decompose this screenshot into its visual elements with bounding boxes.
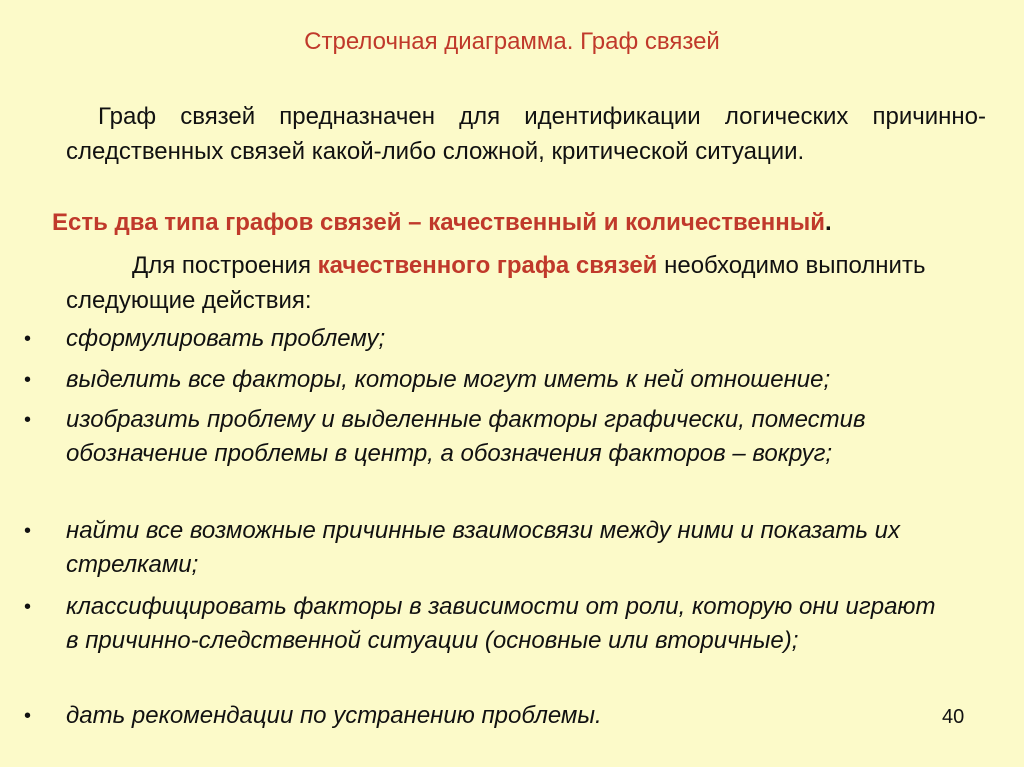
bullet-mark: • <box>24 596 32 618</box>
bullet-mark: • <box>24 409 32 431</box>
graph-types-text: Есть два типа графов связей – качественный и количественный <box>52 209 825 236</box>
list-item-text: дать рекомендации по устранению проблемы. <box>66 702 602 729</box>
slide-title: Стрелочная диаграмма. Граф связей <box>304 28 720 55</box>
list-item <box>24 403 896 471</box>
list-item-text: найти все возможные причинные взаимосвязи между ними и показать их стрелками; <box>66 517 901 578</box>
list-item-text: сформулировать проблему; <box>66 325 386 352</box>
list-item <box>24 699 966 733</box>
graph-types-statement <box>52 207 1012 239</box>
list-item <box>24 363 966 397</box>
intro-text: Граф связей предназначен для идентификации логических причинно-следственных связей какой-либо сложной, критической ситуации. <box>66 103 986 165</box>
build-paragraph <box>66 248 986 318</box>
build-highlight: качественного графа связей <box>317 252 658 279</box>
list-item-text: изобразить проблему и выделенные факторы графически, поместив обозначение проблемы в центр, а обозначения факторов – вокруг; <box>66 406 866 467</box>
intro-paragraph <box>66 99 986 169</box>
build-text-before: Для построения <box>132 252 318 279</box>
bullet-mark: • <box>24 705 32 727</box>
list-item <box>24 514 916 582</box>
graph-types-period: . <box>825 209 832 236</box>
bullet-mark: • <box>24 369 32 391</box>
bullet-mark: • <box>24 520 32 542</box>
page-number: 40 <box>942 706 965 728</box>
list-item <box>24 322 966 356</box>
build-text-after: необходимо выполнить следующие действия: <box>66 252 926 314</box>
list-item-text: выделить все факторы, которые могут иметь к ней отношение; <box>66 366 831 393</box>
list-item <box>24 590 946 658</box>
bullet-mark: • <box>24 328 32 350</box>
list-item-text: классифицировать факторы в зависимости от роли, которую они играют в причинно-следственной ситуации (основные или вторичные); <box>66 593 936 654</box>
